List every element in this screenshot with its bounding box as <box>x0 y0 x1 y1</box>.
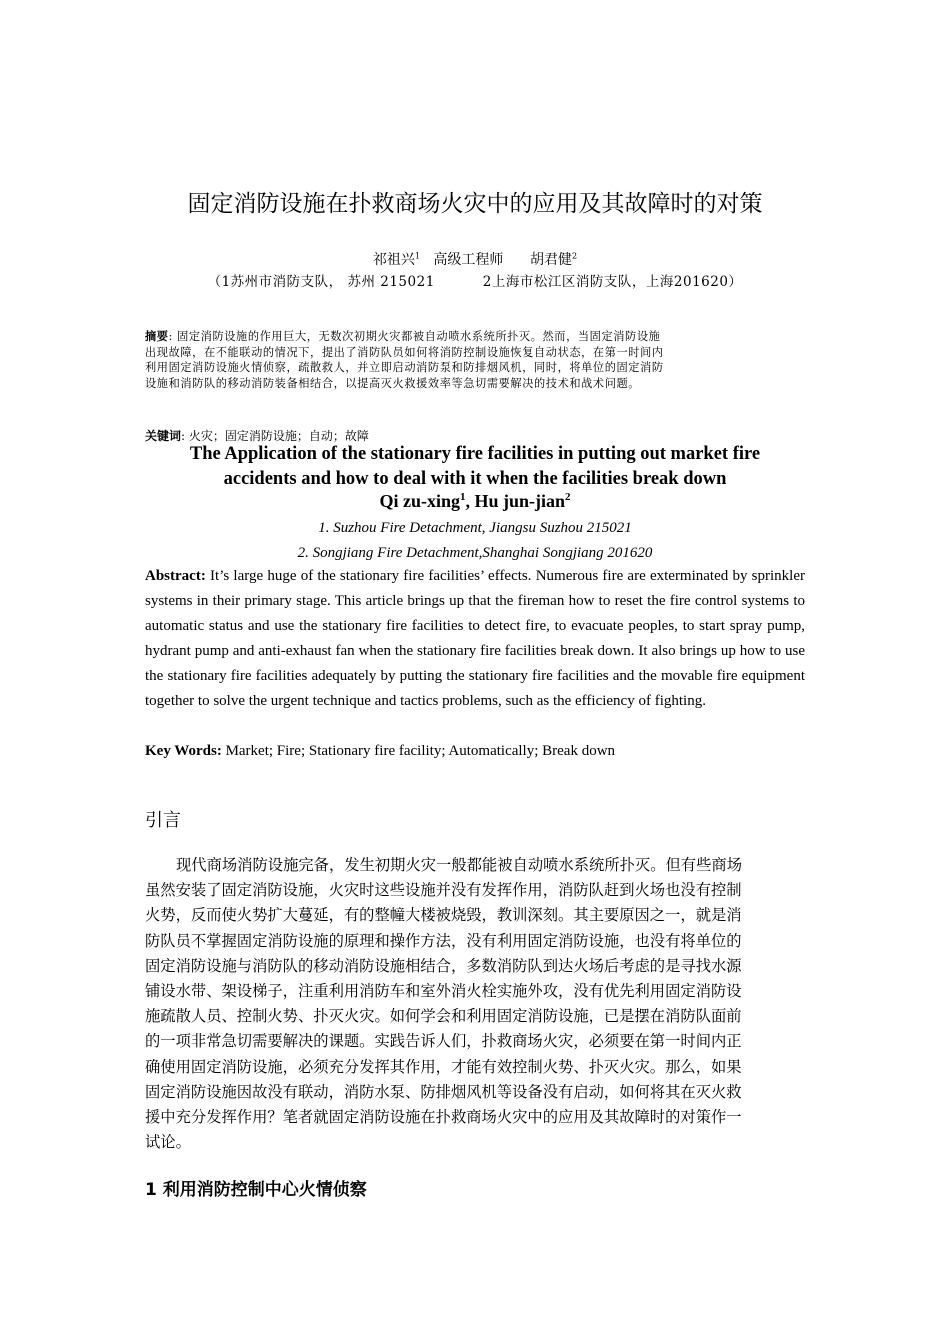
abstract-en-text: It’s large huge of the stationary fire facilities’ effects. Numerous fire are exterminated by sprinkler systems in their primary stage. This article brings up that the fireman how to reset the fire control systems to automatic status and use the stationary fire facilities to detect fire, to evacuate peoples, to start spray pump, hydrant pump and anti-exhaust fan when the stationary fire facilities break down. It also brings up how to use the stationary fire facilities adequately by putting the stationary fire facilities and the movable fire equipment together to solve the urgent technique and tactics problems, such as the efficiency of fighting. <box>145 568 805 709</box>
author1-title: 高级工程师 <box>433 252 504 268</box>
body-line: 的一项非常急切需要解决的课题。实践告诉人们，扑救商场火灾，必须要在第一时间内正 <box>145 1032 742 1051</box>
keywords-cn-text: : 火灾；固定消防设施；自动；故障 <box>181 429 369 443</box>
authors-chinese <box>0 249 950 269</box>
title-en-line1: The Application of the stationary fire facilities in putting out market fire <box>189 444 761 464</box>
abstract-chinese <box>145 329 777 391</box>
abstract-cn-line: : 固定消防设施的作用巨大，无数次初期火灾都被自动喷水系统所扑灭。然而，当固定消防设施 <box>168 330 661 343</box>
body-line: 试论。 <box>145 1133 191 1152</box>
abstract-cn-line: 利用固定消防设施火情侦察，疏散救人，并立即启动消防泵和防排烟风机，同时，将单位的固定消防 <box>145 361 664 375</box>
author2-mark: 2 <box>572 251 578 261</box>
title-en-line2: accidents and how to deal with it when the facilities break down <box>223 468 727 489</box>
affiliations-english <box>145 516 805 566</box>
abstract-cn-line: 出现故障，在不能联动的情况下，提出了消防队员如何将消防控制设施恢复自动状态，在第一时间内 <box>145 345 664 359</box>
title-english <box>145 442 805 491</box>
section-heading-introduction: 引言 <box>145 810 181 831</box>
author2-en: Hu jun-jian <box>474 491 566 511</box>
body-line: 援中充分发挥作用？笔者就固定消防设施在扑救商场火灾中的应用及其故障时的对策作一 <box>145 1108 742 1127</box>
introduction-body <box>145 853 805 1155</box>
author-separator: , <box>465 491 475 511</box>
abstract-cn-line: 设施和消防队的移动消防装备相结合，以提高灭火救援效率等急切需要解决的技术和战术问题。 <box>145 376 641 390</box>
body-line: 施疏散人员、控制火势、扑灭火灾。如何学会和利用固定消防设施，已是摆在消防队面前 <box>145 1007 742 1026</box>
affiliation1-en: 1. Suzhou Fire Detachment, Jiangsu Suzhou 215021 <box>318 520 632 536</box>
body-line: 铺设水带、架设梯子，注重利用消防车和室外消火栓实施外攻，没有优先利用固定消防设 <box>145 982 742 1001</box>
affiliations-chinese <box>0 270 950 290</box>
keywords-en-label: Key Words: <box>145 743 222 759</box>
keywords-en-text: Market; Fire; Stationary fire facility; Automatically; Break down <box>221 743 616 759</box>
abstract-cn-label: 摘要 <box>145 330 169 343</box>
abstract-english <box>145 564 805 714</box>
author2-en-mark: 2 <box>565 491 571 503</box>
author1-en: Qi zu-xing <box>379 491 460 511</box>
body-line: 现代商场消防设施完备，发生初期火灾一般都能被自动喷水系统所扑灭。但有些商场 <box>176 856 742 874</box>
affiliation2-en: 2. Songjiang Fire Detachment,Shanghai Songjiang 201620 <box>297 545 653 561</box>
author1-mark: 1 <box>414 251 420 261</box>
title-chinese: 固定消防设施在扑救商场火灾中的应用及其故障时的对策 <box>187 191 763 217</box>
abstract-en-label: Abstract: <box>145 568 206 584</box>
affiliation1-cn: （1苏州市消防支队， 苏州 215021 <box>207 274 435 290</box>
body-line: 防队员不掌握固定消防设施的原理和操作方法，没有利用固定消防设施，也没有将单位的 <box>145 931 742 950</box>
body-line: 固定消防设施因故没有联动，消防水泵、防排烟风机等设备没有启动，如何将其在灭火救 <box>145 1082 742 1101</box>
body-line: 固定消防设施与消防队的移动消防设施相结合，多数消防队到达火场后考虑的是寻找水源 <box>145 956 742 975</box>
keywords-english <box>145 739 805 764</box>
authors-english <box>145 491 805 512</box>
keywords-cn-label: 关键词 <box>145 429 182 443</box>
author1-en-mark: 1 <box>459 491 466 503</box>
section-heading-1: 1 利用消防控制中心火情侦察 <box>145 1180 367 1200</box>
body-line: 火势，反而使火势扩大蔓延，有的整幢大楼被烧毁，教训深刻。其主要原因之一，就是消 <box>145 906 742 925</box>
author2-name: 胡君健 <box>530 252 573 268</box>
affiliation2-cn: 2上海市松江区消防支队，上海201620） <box>482 274 743 290</box>
author1-name: 祁祖兴 <box>372 252 415 268</box>
body-line: 确使用固定消防设施，必须充分发挥其作用，才能有效控制火势、扑灭火灾。那么，如果 <box>145 1057 742 1076</box>
body-line: 虽然安装了固定消防设施，火灾时这些设施并没有发挥作用，消防队赶到火场也没有控制 <box>145 881 742 900</box>
